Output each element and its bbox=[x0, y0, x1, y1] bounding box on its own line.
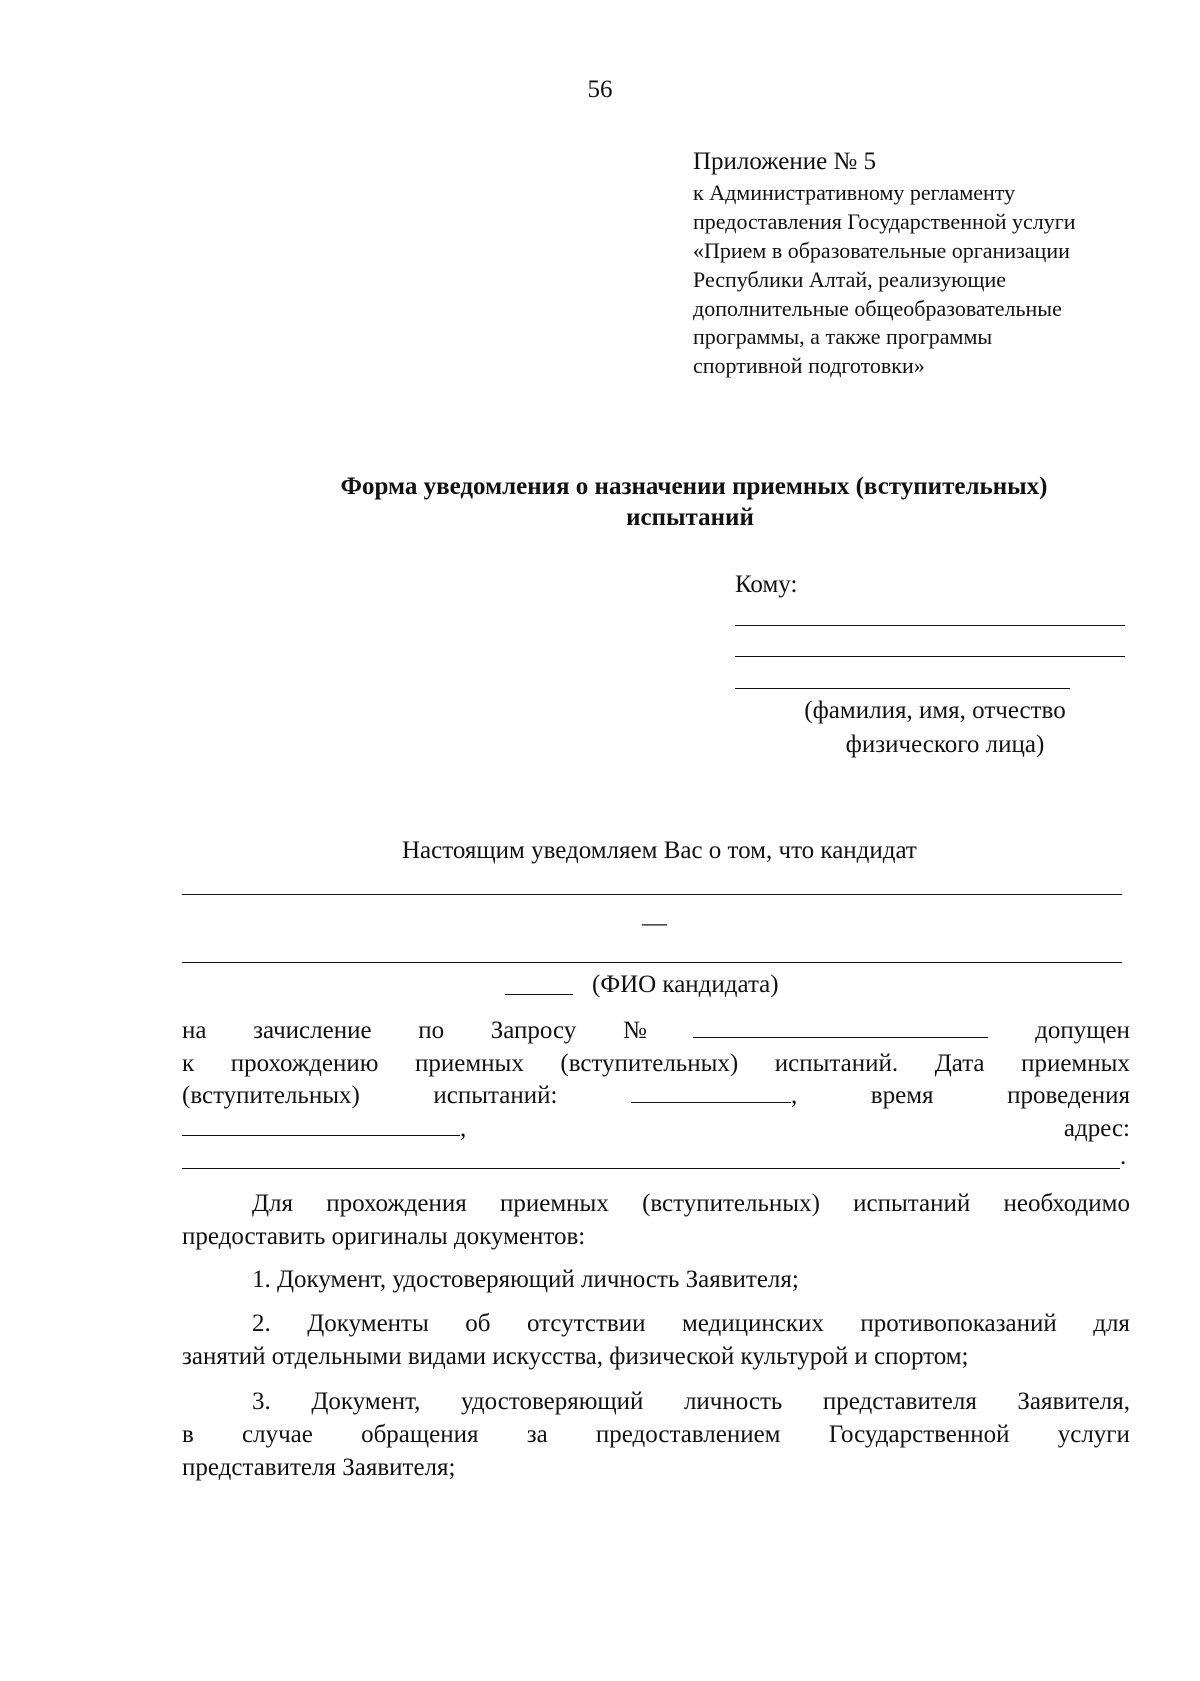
recipient-caption-line1: (фамилия, имя, отчество bbox=[804, 697, 1066, 724]
word: (вступительных) bbox=[560, 1050, 739, 1077]
notice-row-3 bbox=[182, 1082, 1130, 1110]
notice-row-1 bbox=[182, 1017, 1130, 1045]
word: случае bbox=[242, 1421, 313, 1448]
word: (вступительных) bbox=[642, 1190, 820, 1217]
time-blank bbox=[182, 1115, 460, 1136]
appendix-line: к Административному регламенту bbox=[693, 180, 1016, 205]
word: приемных bbox=[500, 1190, 609, 1217]
word: для bbox=[1093, 1310, 1130, 1337]
candidate-line bbox=[182, 962, 1122, 963]
word: по bbox=[418, 1017, 445, 1044]
word: проведения bbox=[1007, 1082, 1130, 1109]
comma: , bbox=[791, 1082, 798, 1109]
document-item-3-line3: представителя Заявителя; bbox=[182, 1454, 456, 1481]
word: противопоказаний bbox=[860, 1310, 1057, 1337]
recipient-line bbox=[735, 656, 1125, 657]
recipient-label: Кому: bbox=[735, 571, 798, 598]
word: предоставлением bbox=[595, 1421, 781, 1448]
word: об bbox=[465, 1310, 491, 1337]
notice-row-2 bbox=[182, 1050, 1130, 1078]
notice-intro: Настоящим уведомляем Вас о том, что кандидат bbox=[402, 837, 917, 864]
word: испытаний: bbox=[433, 1082, 558, 1109]
appendix-line: дополнительные общеобразовательные bbox=[693, 296, 1062, 321]
recipient-caption-line2: физического лица) bbox=[845, 731, 1045, 758]
word: к bbox=[182, 1050, 195, 1077]
form-title-line2: испытаний bbox=[626, 504, 754, 531]
form-title-line1: Форма уведомления о назначении приемных (вступительных) bbox=[340, 473, 1048, 500]
word: Заявителя, bbox=[1017, 1388, 1130, 1415]
document-item-2-row bbox=[252, 1310, 1130, 1338]
address-period: . bbox=[1120, 1143, 1127, 1170]
notice-dash: — bbox=[642, 910, 667, 937]
appendix-line: предоставления Государственной услуги bbox=[693, 209, 1076, 234]
word: испытаний. bbox=[774, 1050, 899, 1077]
word: услуги bbox=[1057, 1421, 1130, 1448]
address-line bbox=[182, 1168, 1120, 1169]
word: за bbox=[526, 1421, 548, 1448]
word: необходимо bbox=[1003, 1190, 1130, 1217]
candidate-short-line bbox=[505, 994, 573, 995]
word: 2. bbox=[252, 1310, 271, 1337]
word: Документы bbox=[307, 1310, 429, 1337]
word: приемных bbox=[1021, 1050, 1130, 1077]
document-item-2-line2: занятий отдельными видами искусства, физической культурой и спортом; bbox=[182, 1343, 969, 1370]
word: допущен bbox=[1035, 1017, 1130, 1044]
word: представителя bbox=[822, 1388, 977, 1415]
recipient-line bbox=[735, 688, 1070, 689]
candidate-caption: (ФИО кандидата) bbox=[592, 971, 779, 998]
word: прохождения bbox=[326, 1190, 467, 1217]
recipient-line bbox=[735, 625, 1125, 626]
date-group bbox=[631, 1082, 797, 1110]
appendix-line: Республики Алтай, реализующие bbox=[693, 267, 1007, 292]
word: № bbox=[622, 1017, 647, 1044]
word: удостоверяющий bbox=[460, 1388, 644, 1415]
word: Государственной bbox=[828, 1421, 1010, 1448]
word: 3. bbox=[252, 1388, 271, 1415]
word: (вступительных) bbox=[182, 1082, 360, 1109]
documents-intro-line2: предоставить оригиналы документов: bbox=[182, 1223, 586, 1250]
word: Дата bbox=[934, 1050, 985, 1077]
document-item-3-row1 bbox=[252, 1388, 1130, 1416]
date-blank bbox=[631, 1082, 791, 1103]
appendix-title: Приложение № 5 bbox=[693, 148, 877, 175]
request-number-blank bbox=[693, 1017, 988, 1038]
page-number: 56 bbox=[587, 76, 613, 103]
appendix-line: программы, а также программы bbox=[693, 324, 993, 349]
notice-row-4 bbox=[182, 1115, 1130, 1143]
word: Документ, bbox=[311, 1388, 421, 1415]
word: адрес: bbox=[1063, 1115, 1130, 1142]
word: личность bbox=[683, 1388, 783, 1415]
word: Для bbox=[252, 1190, 294, 1217]
word: обращения bbox=[361, 1421, 479, 1448]
documents-intro-row bbox=[252, 1190, 1130, 1218]
appendix-line: «Прием в образовательные организации bbox=[693, 238, 1070, 263]
word: прохождению bbox=[230, 1050, 379, 1077]
word: Запросу bbox=[490, 1017, 577, 1044]
word: зачисление bbox=[253, 1017, 372, 1044]
word: в bbox=[182, 1421, 194, 1448]
word: отсутствии bbox=[526, 1310, 646, 1337]
word: медицинских bbox=[681, 1310, 824, 1337]
word: приемных bbox=[414, 1050, 524, 1077]
appendix-line: спортивной подготовки» bbox=[693, 353, 925, 378]
time-group bbox=[182, 1115, 466, 1143]
word: время bbox=[870, 1082, 934, 1109]
candidate-line bbox=[182, 894, 1122, 895]
word: испытаний bbox=[853, 1190, 971, 1217]
document-item-3-row2 bbox=[182, 1421, 1130, 1449]
comma: , bbox=[460, 1115, 467, 1142]
document-item-1: 1. Документ, удостоверяющий личность Заявителя; bbox=[252, 1266, 799, 1293]
word: на bbox=[182, 1017, 207, 1044]
